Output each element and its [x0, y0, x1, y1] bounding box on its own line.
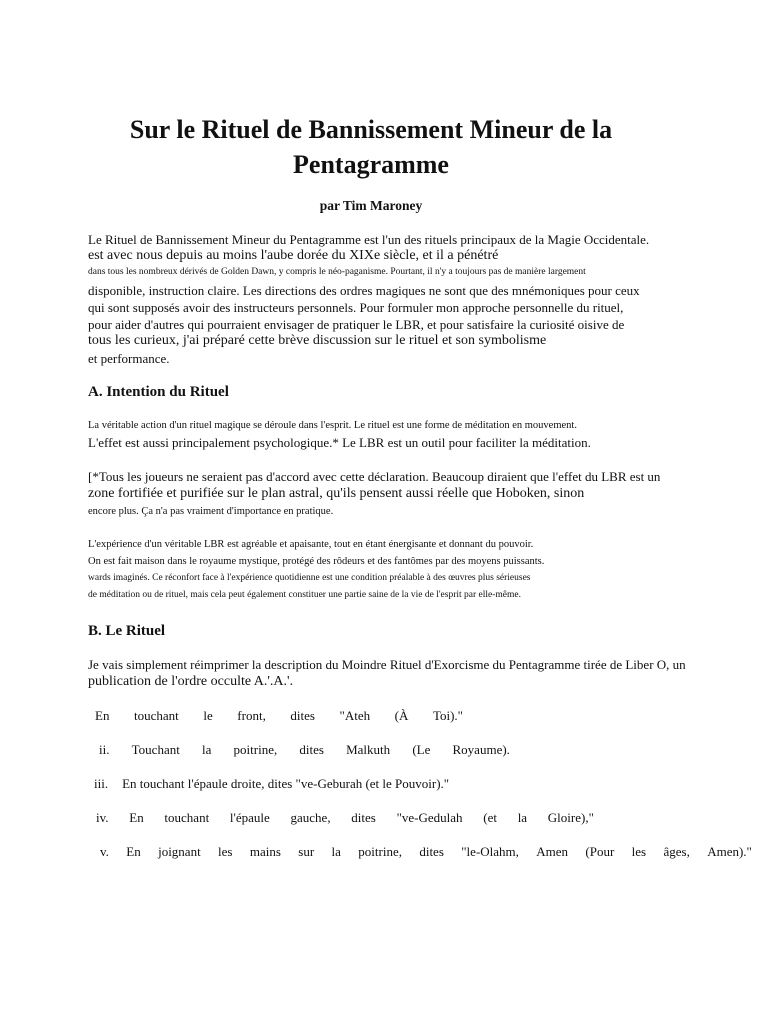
list-item: iv. En touchant l'épaule gauche, dites "ve-Gedulah (et la Gloire),"	[96, 810, 594, 825]
list-item: v. En joignant les mains sur la poitrine, dites "le-Olahm, Amen (Pour les âges, Amen)."	[100, 844, 752, 859]
intro-line: et performance.	[88, 351, 170, 366]
footnote-line: encore plus. Ça n'a pas vraiment d'importance en pratique.	[88, 506, 334, 517]
intro-line: dans tous les nombreux dérivés de Golden Dawn, y compris le néo-paganisme. Pourtant, il n'y a toujours pas de manière largement	[88, 267, 586, 277]
footnote-line: zone fortifiée et purifiée sur le plan astral, qu'ils pensent aussi réelle que Hoboken, sinon	[88, 486, 585, 501]
paragraph-line: L'expérience d'un véritable LBR est agréable et apaisante, tout en étant énergisante et donnant du pouvoir.	[88, 539, 534, 550]
paragraph-line: On est fait maison dans le royaume mystique, protégé des rôdeurs et des fantômes par des moyens puissants.	[88, 556, 545, 567]
author-line: par Tim Maroney	[319, 198, 423, 213]
paragraph-line: Je vais simplement réimprimer la description du Moindre Rituel d'Exorcisme du Pentagramme tirée de Liber O, un	[88, 657, 686, 672]
list-item: iii. En touchant l'épaule droite, dites "ve-Geburah (et le Pouvoir)."	[94, 776, 450, 791]
paragraph-line: publication de l'ordre occulte A.'.A.'.	[88, 674, 294, 689]
intro-line: qui sont supposés avoir des instructeurs personnels. Pour formuler mon approche personnelle du rituel,	[88, 300, 624, 315]
section-heading-intention: A. Intention du Rituel	[88, 384, 229, 400]
section-heading-ritual: B. Le Rituel	[88, 623, 166, 639]
intro-line: Le Rituel de Bannissement Mineur du Pentagramme est l'un des rituels principaux de la Magie Occidentale.	[88, 232, 650, 247]
footnote-line: [*Tous les joueurs ne seraient pas d'accord avec cette déclaration. Beaucoup diraient que l'effet du LBR est un	[88, 469, 661, 484]
paragraph-line: de méditation ou de rituel, mais cela peut également constituer une partie saine de la vie de l'esprit par elle-même.	[88, 590, 522, 600]
intro-line: est avec nous depuis au moins l'aube dorée du XIXe siècle, et il a pénétré	[88, 248, 499, 263]
paragraph-line: L'effet est aussi principalement psychologique.* Le LBR est un outil pour faciliter la méditation.	[88, 435, 591, 450]
paragraph-line: wards imaginés. Ce réconfort face à l'expérience quotidienne est une condition préalable à des œuvres plus sérieuses	[88, 573, 531, 583]
list-item: ii. Touchant la poitrine, dites Malkuth (Le Royaume).	[99, 742, 510, 757]
intro-line: tous les curieux, j'ai préparé cette brève discussion sur le rituel et son symbolisme	[88, 333, 547, 348]
list-item: En touchant le front, dites "Ateh (À Toi)."	[95, 708, 463, 723]
intro-line: disponible, instruction claire. Les directions des ordres magiques ne sont que des mnémoniques pour ceux	[88, 283, 640, 298]
intro-line: pour aider d'autres qui pourraient envisager de pratiquer le LBR, et pour satisfaire la curiosité oisive de	[88, 317, 625, 332]
document-title: Sur le Rituel de Bannissement Mineur de la Pentagramme	[129, 115, 613, 179]
paragraph-line: La véritable action d'un rituel magique se déroule dans l'esprit. Le rituel est une forme de méditation en mouvement.	[88, 420, 577, 431]
